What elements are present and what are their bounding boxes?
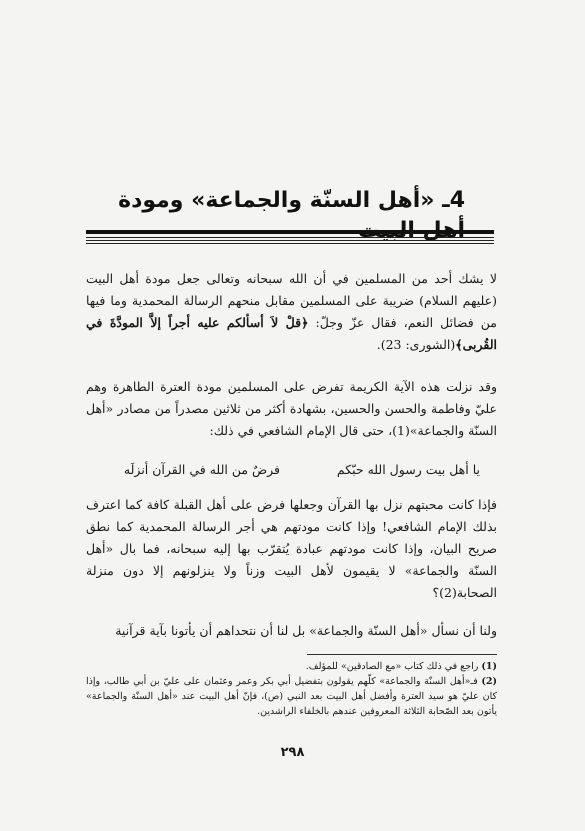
footnote-2 bbox=[86, 674, 497, 719]
quran-quote: ﴿قلْ لاَ أسألكم عليه أجراً إلاَّ المودَّةَ في القُربى﴾ bbox=[86, 315, 497, 352]
paragraph-1-text: لا يشك أحد من المسلمين في أن الله سبحانه وتعالى جعل مودة أهل البيت (عليهم السلام) ضريبة على المسلمين مقابل منحهم الرسالة المحمدية وما فيها من فضائل النعم، فقال عزّ وجلّ: bbox=[86, 271, 497, 330]
verse-hemistich-2: فرضٌ من الله في القرآن أنزلَه bbox=[123, 462, 280, 477]
footnote-text: فـ«أهل السنّة والجماعة» كلّهم يقولون بتفضيل أبي بكر وعمر وعثمان على عليّ بن أبي طالب، وإذا كان عليّ هو سيد العترة وأفضل أهل البيت بعد النبي (ص)، فإنّ أهل البيت عند «أهل السنّة والجماعة» يأتون بعد الصّحابة الثلاثة المعروفين عندهم بالخلفاء الراشدين. bbox=[86, 676, 497, 717]
quote-reference: (الشورى: 23). bbox=[376, 337, 456, 352]
footnote-1 bbox=[86, 659, 497, 674]
footnote-separator bbox=[307, 654, 497, 655]
verse-hemistich-1: يا أهل بيت رسول الله حبّكم bbox=[336, 462, 480, 477]
title-rule-thick bbox=[86, 230, 494, 234]
title-rule-thin bbox=[86, 237, 494, 238]
title-rule-thin bbox=[86, 240, 494, 241]
chapter-title: 4ـ «أهل السنّة والجماعة» ومودة bbox=[118, 188, 465, 213]
footnote-number: (2) bbox=[481, 676, 497, 687]
paragraph-3: فإذا كانت محبتهم نزل بها القرآن وجعلها فرض على أهل القبلة كافة كما اعترف بذلك الإمام الشافعي! وإذا كانت مودتهم هي أجر الرسالة المحمدية كما نطق صريح البيان، وإذا كانت مودتهم عبادة يُتقرّب بها إليه سبحانه، فما بال «أهل السنّة والجماعة» لا يقيمون لأهل البيت وزناً ولا ينزلونهم إلا دون منزلة الصحابة(2)؟ bbox=[86, 497, 497, 600]
title-rule-thin bbox=[86, 243, 494, 244]
paragraph-1 bbox=[86, 268, 497, 356]
paragraph-2: وقد نزلت هذه الآية الكريمة تفرض على المسلمين مودة العترة الطاهرة وهم عليّ وفاطمة والحسن والحسين، بشهادة أكثر من ثلاثين مصدراً من مصادر «أهل السنّة والجماعة»(1)، حتى قال الإمام الشافعي في ذلك: bbox=[86, 379, 497, 438]
page-number: ٢٩٨ bbox=[280, 745, 305, 760]
poem-verse bbox=[110, 459, 490, 481]
footnote-text: راجع في ذلك كتاب «مع الصادقين» للمؤلف. bbox=[305, 661, 479, 672]
paragraph-4: ولنا أن نسأل «أهل السنّة والجماعة» بل لنا أن نتحداهم أن يأتونا بآية قرآنية bbox=[115, 623, 497, 638]
footnotes bbox=[86, 659, 497, 719]
footnote-number: (1) bbox=[481, 661, 497, 672]
